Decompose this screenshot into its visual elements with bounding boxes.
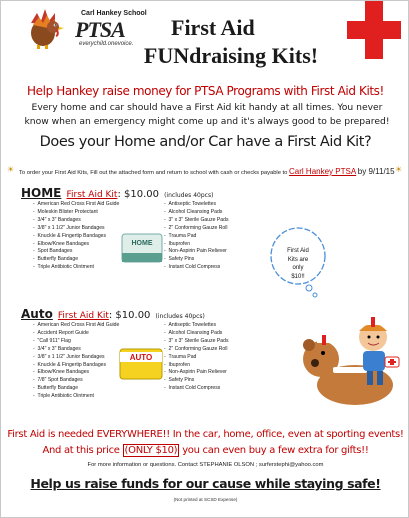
kit-item: - 3/8" x 1 1/2" Junior Bandages xyxy=(33,224,105,231)
title-line-2: FUNdraising Kits! xyxy=(143,43,319,68)
kit-item: - Safety Pins xyxy=(164,256,195,263)
auto-kit-items-right xyxy=(164,322,229,393)
home-kit-suffix: First Aid Kit xyxy=(66,190,118,200)
kit-item: - "Call 911" Flag xyxy=(33,337,71,344)
kit-item: - 2" Conforming Gauze Roll xyxy=(164,345,228,352)
price-highlight: (ONLY $10) xyxy=(124,445,178,456)
kit-item-label: Safety Pins xyxy=(168,256,195,263)
kit-item: - Alcohol Cleansing Pads xyxy=(164,329,223,336)
kit-item-label: 3/8" x 1 1/2" Junior Bandages xyxy=(37,353,105,360)
kit-item-label: Ibuprofen xyxy=(168,361,191,368)
kit-item: - 2" Conforming Gauze Roll xyxy=(164,224,228,231)
cloud-line: Kits are xyxy=(287,256,309,263)
school-name: Carl Hankey School xyxy=(81,10,147,17)
kit-item-label: Trauma Pad xyxy=(168,232,197,239)
kit-item: - Antiseptic Towelettes xyxy=(164,201,217,207)
auto-box-label: AUTO xyxy=(129,353,153,362)
kit-item-label: 3/8" x 1 1/2" Junior Bandages xyxy=(37,224,105,231)
kit-item: - 7/8" Spot Bandages xyxy=(33,377,83,384)
cloud-text xyxy=(273,247,323,281)
kit-item: - Spot Bandages xyxy=(33,248,73,255)
kit-item: - Butterfly Bandage xyxy=(33,385,79,392)
bear-nurse-illustration xyxy=(293,307,403,407)
home-kit-items-left xyxy=(33,201,119,272)
sun-icon: ☀ xyxy=(395,165,403,174)
kit-item-label: Spot Bandages xyxy=(37,248,73,255)
kit-item: - Ibuprofen xyxy=(164,361,191,368)
kit-item: - Alcohol Cleansing Pads xyxy=(164,208,223,215)
kit-item: - Knuckle & Fingertip Bandages xyxy=(33,232,107,239)
kit-item-label: Non-Aspirin Pain Reliever xyxy=(168,248,227,255)
kit-item: - Safety Pins xyxy=(164,377,195,384)
auto-kit-suffix: First Aid Kit xyxy=(57,311,109,321)
kit-item-label: Accident Report Guide xyxy=(37,329,89,336)
home-kit-note: (includes 40pcs) xyxy=(164,192,214,199)
order-deadline: by 9/11/15 xyxy=(357,167,395,176)
sun-icon: ☀ xyxy=(7,165,15,174)
payee-name: Carl Hankey PTSA xyxy=(289,167,357,176)
kit-item-label: Triple Antibiotic Ointment xyxy=(37,393,94,400)
title-line-1: First Aid xyxy=(171,15,255,40)
footer-line-2-post: you can even buy a few extra for gifts!! xyxy=(182,445,369,456)
kit-item-label: Triple Antibiotic Ointment xyxy=(37,264,94,271)
kit-item-label: Instant Cold Compress xyxy=(168,264,221,271)
kit-item-label: 3" x 3" Sterile Gauze Pads xyxy=(168,337,229,344)
kit-item: - Triple Antibiotic Ointment xyxy=(33,393,94,400)
kit-item: - 3/4" x 3" Bandages xyxy=(33,216,81,223)
slogan: Help us raise funds for our cause while staying safe! xyxy=(30,476,381,491)
kit-item: - Trauma Pad xyxy=(164,353,197,360)
order-text: To order your First Aid Kits, Fill out the attached form and return to school with cash or checks payable to xyxy=(19,170,288,176)
kit-item-label: Butterfly Bandage xyxy=(37,256,79,263)
cloud-line: First Aid xyxy=(287,248,309,254)
kit-item: - Triple Antibiotic Ointment xyxy=(33,264,94,271)
kit-item: - Non-Aspirin Pain Reliever xyxy=(164,369,227,376)
subheading: Help Hankey raise money for PTSA Programs with First Aid Kits! xyxy=(27,84,384,98)
kit-item: - Moleskin Blister Protectant xyxy=(33,208,98,215)
kit-item-label: "Call 911" Flag xyxy=(37,337,71,344)
kit-item: - American Red Cross First Aid Guide xyxy=(33,322,120,328)
home-kit-title xyxy=(21,182,213,201)
kit-item-label: Elbow/Knee Bandages xyxy=(37,369,90,376)
kit-item-label: Instant Cold Compress xyxy=(168,385,221,392)
home-kit-items-right xyxy=(164,201,229,272)
kit-item: - Instant Cold Compress xyxy=(164,264,221,271)
kit-item-label: Ibuprofen xyxy=(168,240,191,247)
auto-kit-name: Auto xyxy=(21,307,53,321)
home-kit-price: : $10.00 xyxy=(117,189,159,200)
kit-item-label: Antiseptic Towelettes xyxy=(168,322,217,328)
intro-paragraph: Every home and car should have a First Aid kit handy at all times. You never know when an emergency might come up and it's always good to be prepared! xyxy=(24,102,390,127)
kit-item: - Elbow/Knee Bandages xyxy=(33,240,90,247)
kit-item: - Knuckle & Fingertip Bandages xyxy=(33,361,107,368)
turkey-mascot-icon xyxy=(29,7,65,49)
kit-item: - Non-Aspirin Pain Reliever xyxy=(164,248,227,255)
ptsa-tagline: everychild.onevoice. xyxy=(79,41,134,47)
kit-item-label: American Red Cross First Aid Guide xyxy=(37,322,120,328)
order-instructions xyxy=(19,167,395,176)
auto-kit-title xyxy=(21,303,205,322)
kit-item: - 3" x 3" Sterile Gauze Pads xyxy=(164,216,229,223)
kit-item: - Instant Cold Compress xyxy=(164,385,221,392)
kit-item-label: Trauma Pad xyxy=(168,353,197,360)
auto-kit-price: : $10.00 xyxy=(108,310,151,321)
kit-item: - Butterfly Bandage xyxy=(33,256,79,263)
footer-line-2-pre: And at this price xyxy=(42,445,120,456)
kit-item: - Antiseptic Towelettes xyxy=(164,322,217,328)
kit-item-label: 3" x 3" Sterile Gauze Pads xyxy=(168,216,229,223)
home-box-label: HOME xyxy=(131,240,153,247)
contact-info: For more information or questions. Contact STEPHANIE OLSON ; surferstephi@yahoo.com xyxy=(87,462,324,468)
kit-item-label: Alcohol Cleansing Pads xyxy=(168,208,223,215)
auto-kit-items-left xyxy=(33,322,119,401)
kit-item: - 3/8" x 1 1/2" Junior Bandages xyxy=(33,353,105,360)
home-kit-name: HOME xyxy=(21,186,62,200)
kit-item-label: Alcohol Cleansing Pads xyxy=(168,329,223,336)
kit-item-label: Butterfly Bandage xyxy=(37,385,79,392)
cloud-line: only xyxy=(292,265,304,271)
kit-item-label: Elbow/Knee Bandages xyxy=(37,240,90,247)
kit-item: - American Red Cross First Aid Guide xyxy=(33,201,120,207)
kit-item: - 3/4" x 3" Bandages xyxy=(33,345,81,352)
kit-item-label: Antiseptic Towelettes xyxy=(168,201,217,207)
auto-kit-note: (includes 40pcs) xyxy=(155,313,205,320)
red-cross-icon xyxy=(347,1,401,59)
kit-item: - Accident Report Guide xyxy=(33,329,89,336)
first-aid-box-icon xyxy=(121,233,163,263)
kit-item-label: 7/8" Spot Bandages xyxy=(37,377,83,384)
ptsa-wordmark: PTSA xyxy=(75,17,125,42)
kit-item-label: 2" Conforming Gauze Roll xyxy=(168,345,228,352)
kit-item: - Ibuprofen xyxy=(164,240,191,247)
kit-item-label: American Red Cross First Aid Guide xyxy=(37,201,120,207)
kit-item-label: 3/4" x 3" Bandages xyxy=(37,216,81,223)
kit-item-label: Non-Aspirin Pain Reliever xyxy=(168,369,227,376)
kit-item: - Trauma Pad xyxy=(164,232,197,239)
footer-line-2 xyxy=(1,445,409,456)
footer-line-1: First Aid is needed EVERYWHERE!! In the car, home, office, even at sporting events! xyxy=(7,429,404,440)
kit-item-label: Safety Pins xyxy=(168,377,195,384)
question-heading: Does your Home and/or Car have a First Aid Kit? xyxy=(39,134,372,150)
cloud-line: $10!! xyxy=(291,273,305,280)
kit-item-label: Moleskin Blister Protectant xyxy=(37,208,98,215)
printing-note: (Not printed at SCSD Expense) xyxy=(173,497,238,502)
kit-item-label: Knuckle & Fingertip Bandages xyxy=(37,361,107,368)
kit-item-label: 3/4" x 3" Bandages xyxy=(37,345,81,352)
kit-item-label: Knuckle & Fingertip Bandages xyxy=(37,232,107,239)
first-aid-box-icon xyxy=(119,348,163,380)
kit-item-label: 2" Conforming Gauze Roll xyxy=(168,224,228,231)
kit-item: - 3" x 3" Sterile Gauze Pads xyxy=(164,337,229,344)
kit-item: - Elbow/Knee Bandages xyxy=(33,369,90,376)
